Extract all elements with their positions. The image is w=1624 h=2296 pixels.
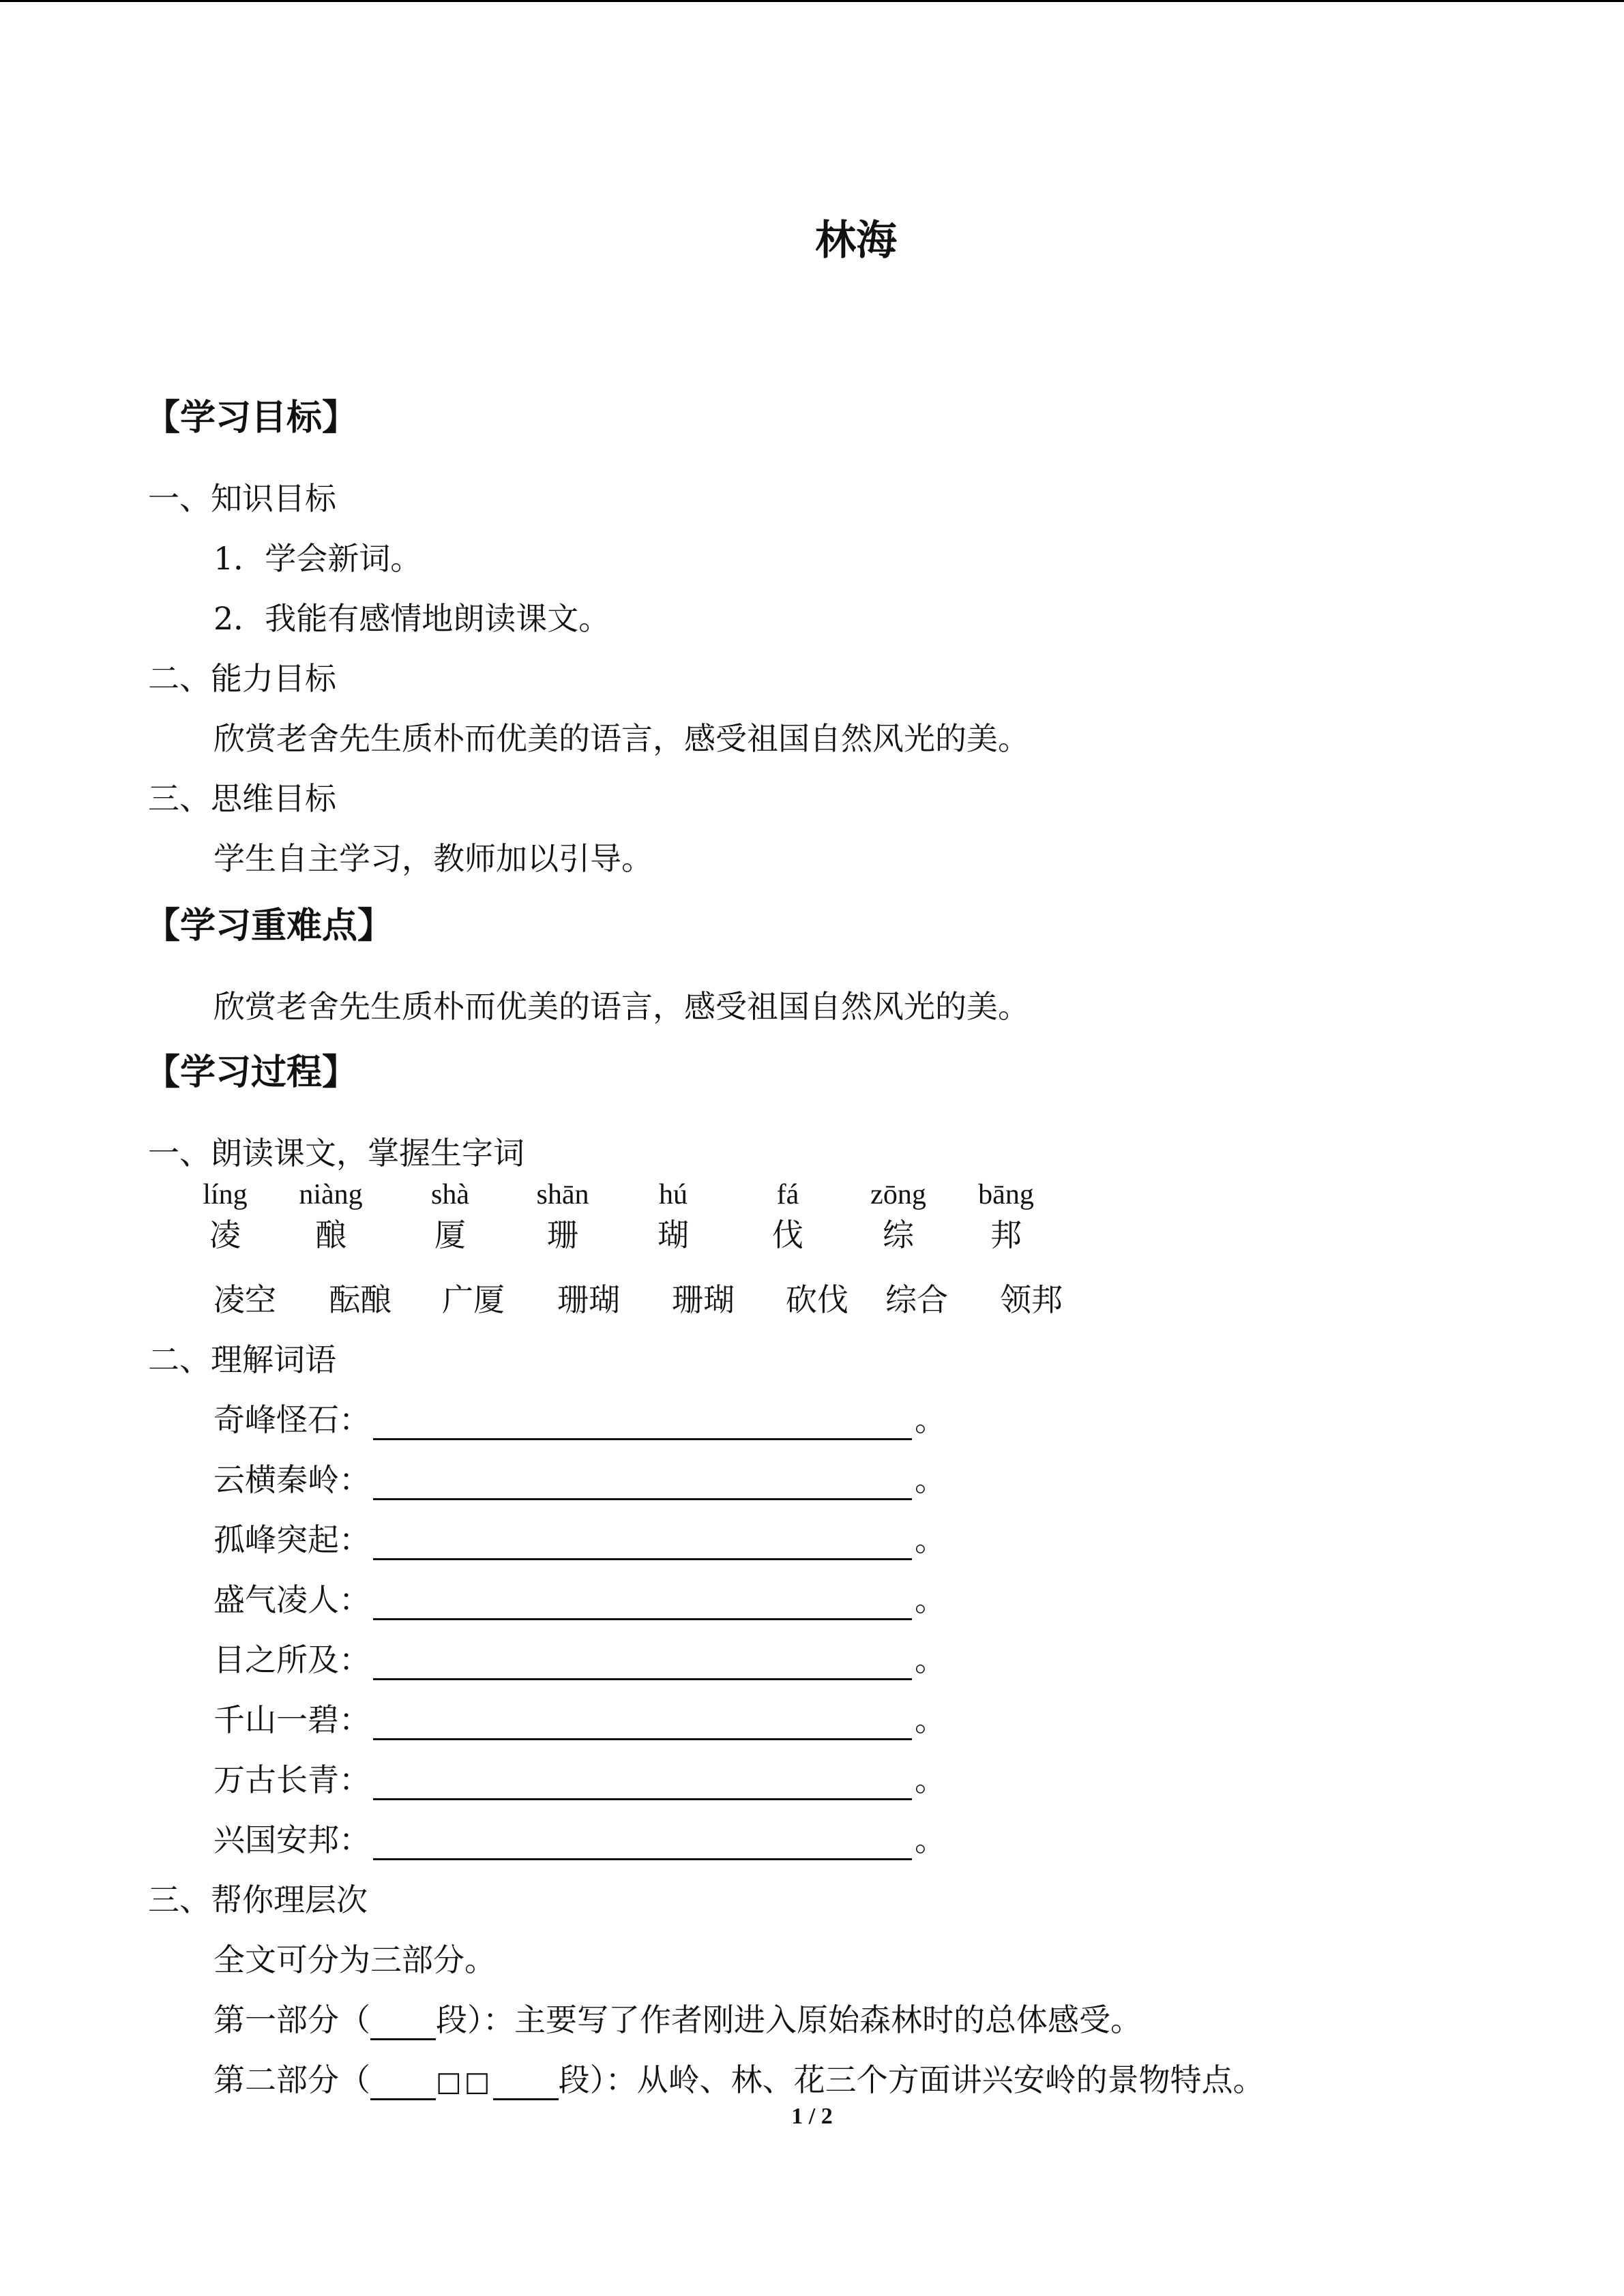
character-4: 珊 [547, 1217, 578, 1253]
vocabulary-end: 。 [915, 1761, 946, 1798]
part-2-blank-end[interactable] [493, 2066, 559, 2100]
character-1: 凌 [209, 1217, 241, 1253]
character-row [0, 1210, 1624, 1265]
structure-part-1 [213, 1995, 1142, 2040]
structure-part-2 [213, 2055, 1265, 2100]
vocabulary-end: 。 [915, 1701, 946, 1738]
vocabulary-end: 。 [915, 1581, 946, 1618]
vocabulary-term: 兴国安邦： [213, 1821, 370, 1858]
vocabulary-end: 。 [915, 1521, 946, 1558]
character-8: 邦 [990, 1217, 1022, 1253]
knowledge-item-2: 2．我能有感情地朗读课文。 [213, 600, 610, 637]
character-6: 伐 [772, 1217, 803, 1253]
vocabulary-item [213, 1635, 946, 1680]
character-7: 综 [883, 1217, 914, 1253]
part-1-prefix: 第一部分（ [213, 2001, 370, 2038]
word-1: 凌空 [213, 1281, 276, 1318]
vocabulary-term: 云横秦岭： [213, 1461, 370, 1498]
vocabulary-term: 孤峰突起： [213, 1521, 370, 1558]
character-5: 瑚 [658, 1217, 689, 1253]
vocabulary-item [213, 1395, 946, 1440]
pinyin-6: fá [776, 1179, 799, 1210]
pinyin-2: niàng [299, 1179, 363, 1210]
vocabulary-item [213, 1815, 946, 1860]
answer-blank[interactable] [373, 1763, 912, 1800]
part-1-blank[interactable] [370, 2006, 436, 2040]
structure-heading: 三、帮你理层次 [148, 1881, 368, 1918]
vocabulary-item [213, 1695, 946, 1740]
answer-blank[interactable] [373, 1523, 912, 1560]
knowledge-item-1: 1．学会新词。 [213, 540, 422, 577]
answer-blank[interactable] [373, 1463, 912, 1500]
vocabulary-heading: 二、理解词语 [148, 1341, 336, 1378]
vocabulary-item [213, 1575, 946, 1620]
knowledge-objective-heading: 一、知识目标 [148, 480, 336, 517]
vocabulary-end: 。 [915, 1821, 946, 1858]
character-3: 厦 [434, 1217, 466, 1253]
vocabulary-end: 。 [915, 1461, 946, 1498]
thinking-objective-heading: 三、思维目标 [148, 780, 336, 817]
word-2: 酝酿 [329, 1281, 392, 1318]
vocabulary-end: 。 [915, 1401, 946, 1438]
thinking-objective-text: 学生自主学习，教师加以引导。 [213, 840, 653, 877]
section-heading-process: 【学习过程】 [145, 1052, 358, 1093]
word-6: 砍伐 [786, 1281, 848, 1318]
vocabulary-term: 盛气凌人： [213, 1581, 370, 1618]
vocabulary-item [213, 1755, 946, 1800]
vocabulary-term: 奇峰怪石： [213, 1401, 370, 1438]
vocabulary-term: 千山一碧： [213, 1701, 370, 1738]
part-2-placeholder-marks: □□ [436, 2066, 493, 2098]
answer-blank[interactable] [373, 1703, 912, 1740]
pinyin-4: shān [536, 1179, 589, 1210]
word-4: 珊瑚 [557, 1281, 620, 1318]
answer-blank[interactable] [373, 1643, 912, 1680]
page-number: 1 / 2 [791, 2104, 833, 2129]
reading-heading: 一、朗读课文，掌握生字词 [148, 1135, 525, 1172]
character-2: 酿 [315, 1217, 346, 1253]
part-2-blank-start[interactable] [370, 2066, 436, 2100]
page-title: 林海 [815, 217, 897, 265]
answer-blank[interactable] [373, 1403, 912, 1440]
word-row [0, 1275, 1624, 1330]
vocabulary-term: 万古长青： [213, 1761, 370, 1798]
pinyin-8: bāng [978, 1179, 1034, 1210]
word-3: 广厦 [442, 1281, 505, 1318]
pinyin-3: shà [431, 1179, 469, 1210]
vocabulary-end: 。 [915, 1641, 946, 1678]
answer-blank[interactable] [373, 1823, 912, 1860]
ability-objective-heading: 二、能力目标 [148, 660, 336, 697]
pinyin-5: hú [659, 1179, 688, 1210]
word-8: 领邦 [1000, 1281, 1063, 1318]
part-2-prefix: 第二部分（ [213, 2061, 370, 2098]
section-heading-objectives: 【学习目标】 [145, 397, 358, 438]
structure-intro: 全文可分为三部分。 [213, 1941, 496, 1978]
answer-blank[interactable] [373, 1583, 912, 1620]
page-top-border [0, 0, 1624, 2]
key-points-text: 欣赏老舍先生质朴而优美的语言，感受祖国自然风光的美。 [213, 988, 1029, 1025]
vocabulary-item [213, 1515, 946, 1560]
pinyin-1: líng [203, 1179, 248, 1210]
word-7: 综合 [885, 1281, 948, 1318]
vocabulary-item [213, 1455, 946, 1500]
ability-objective-text: 欣赏老舍先生质朴而优美的语言，感受祖国自然风光的美。 [213, 720, 1029, 757]
word-5: 珊瑚 [672, 1281, 735, 1318]
pinyin-7: zōng [870, 1179, 926, 1210]
vocabulary-term: 目之所及： [213, 1641, 370, 1678]
section-heading-key-points: 【学习重难点】 [145, 905, 394, 946]
part-2-suffix: 段）：从岭、林、花三个方面讲兴安岭的景物特点。 [558, 2061, 1265, 2098]
part-1-suffix: 段）：主要写了作者刚进入原始森林时的总体感受。 [436, 2001, 1142, 2038]
